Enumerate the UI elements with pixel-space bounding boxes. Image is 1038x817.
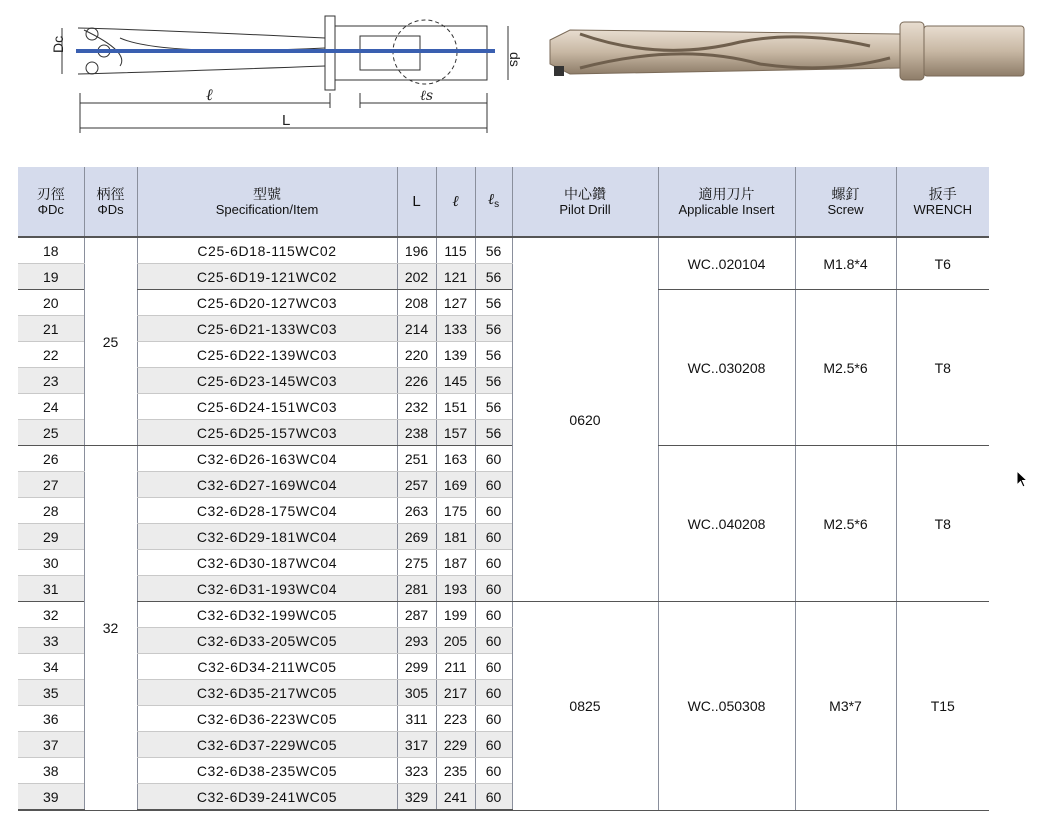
cell-screw: M2.5*6 bbox=[795, 290, 896, 446]
cell-dc: 35 bbox=[18, 680, 84, 706]
cell-spec: C32-6D36-223WC05 bbox=[137, 706, 397, 732]
cell-L: 275 bbox=[397, 550, 436, 576]
cell-L: 281 bbox=[397, 576, 436, 602]
cell-dc: 26 bbox=[18, 446, 84, 472]
table-row bbox=[18, 602, 989, 628]
cell-ls: 60 bbox=[475, 732, 512, 758]
cell-ls: 60 bbox=[475, 680, 512, 706]
cell-ls: 60 bbox=[475, 628, 512, 654]
cell-dc: 22 bbox=[18, 342, 84, 368]
cell-l: 121 bbox=[436, 264, 475, 290]
cell-dc: 24 bbox=[18, 394, 84, 420]
col-header-L: L bbox=[397, 167, 436, 237]
cell-dc: 18 bbox=[18, 237, 84, 264]
cell-dc: 31 bbox=[18, 576, 84, 602]
col-header-wrench: 扳手 WRENCH bbox=[896, 167, 989, 237]
cell-l: 241 bbox=[436, 784, 475, 811]
table-body bbox=[18, 237, 989, 810]
drill-spec-table bbox=[18, 167, 989, 811]
cell-l: 151 bbox=[436, 394, 475, 420]
col-header-dc: 刃徑 ΦDc bbox=[18, 167, 84, 237]
cell-l: 139 bbox=[436, 342, 475, 368]
table-row bbox=[18, 290, 989, 316]
cell-dc: 36 bbox=[18, 706, 84, 732]
cell-screw: M2.5*6 bbox=[795, 446, 896, 602]
cell-L: 311 bbox=[397, 706, 436, 732]
cell-L: 293 bbox=[397, 628, 436, 654]
cell-L: 305 bbox=[397, 680, 436, 706]
cell-L: 238 bbox=[397, 420, 436, 446]
cell-l: 145 bbox=[436, 368, 475, 394]
cell-ls: 60 bbox=[475, 784, 512, 811]
cell-dc: 32 bbox=[18, 602, 84, 628]
cell-dc: 30 bbox=[18, 550, 84, 576]
cell-dc: 20 bbox=[18, 290, 84, 316]
cell-spec: C32-6D27-169WC04 bbox=[137, 472, 397, 498]
ls-dim-label: ℓs bbox=[420, 88, 434, 104]
cell-spec: C25-6D20-127WC03 bbox=[137, 290, 397, 316]
cell-l: 181 bbox=[436, 524, 475, 550]
cell-spec: C32-6D38-235WC05 bbox=[137, 758, 397, 784]
cell-l: 217 bbox=[436, 680, 475, 706]
cell-l: 223 bbox=[436, 706, 475, 732]
drill-product-photo bbox=[540, 12, 1030, 92]
cell-spec: C25-6D24-151WC03 bbox=[137, 394, 397, 420]
cell-l: 115 bbox=[436, 237, 475, 264]
cell-insert: WC..050308 bbox=[658, 602, 795, 811]
cell-ls: 60 bbox=[475, 446, 512, 472]
cell-dc: 29 bbox=[18, 524, 84, 550]
cell-ls: 56 bbox=[475, 342, 512, 368]
cell-spec: C32-6D31-193WC04 bbox=[137, 576, 397, 602]
cell-dc: 38 bbox=[18, 758, 84, 784]
cell-insert: WC..040208 bbox=[658, 446, 795, 602]
cell-ls: 60 bbox=[475, 602, 512, 628]
cell-L: 329 bbox=[397, 784, 436, 811]
cell-shank-dia: 32 bbox=[84, 446, 137, 811]
cell-dc: 19 bbox=[18, 264, 84, 290]
cell-l: 193 bbox=[436, 576, 475, 602]
cell-ls: 56 bbox=[475, 237, 512, 264]
cell-spec: C32-6D33-205WC05 bbox=[137, 628, 397, 654]
cell-L: 196 bbox=[397, 237, 436, 264]
cell-spec: C32-6D35-217WC05 bbox=[137, 680, 397, 706]
cell-dc: 39 bbox=[18, 784, 84, 811]
cell-ls: 60 bbox=[475, 576, 512, 602]
cell-spec: C32-6D37-229WC05 bbox=[137, 732, 397, 758]
cell-spec: C32-6D30-187WC04 bbox=[137, 550, 397, 576]
cell-dc: 23 bbox=[18, 368, 84, 394]
l-dim-label: ℓ bbox=[206, 85, 213, 104]
drill-dimension-drawing bbox=[20, 8, 523, 138]
cell-ls: 60 bbox=[475, 706, 512, 732]
cell-spec: C25-6D18-115WC02 bbox=[137, 237, 397, 264]
cell-dc: 21 bbox=[18, 316, 84, 342]
cell-L: 263 bbox=[397, 498, 436, 524]
cell-ls: 60 bbox=[475, 472, 512, 498]
cell-L: 232 bbox=[397, 394, 436, 420]
cell-spec: C25-6D22-139WC03 bbox=[137, 342, 397, 368]
cell-wrench: T15 bbox=[896, 602, 989, 811]
col-header-insert: 適用刀片 Applicable Insert bbox=[658, 167, 795, 237]
cell-spec: C32-6D26-163WC04 bbox=[137, 446, 397, 472]
cell-shank-dia: 25 bbox=[84, 237, 137, 446]
cell-l: 133 bbox=[436, 316, 475, 342]
mouse-cursor-icon bbox=[1016, 470, 1030, 490]
cell-L: 251 bbox=[397, 446, 436, 472]
table-row bbox=[18, 446, 989, 472]
cell-spec: C32-6D39-241WC05 bbox=[137, 784, 397, 811]
cell-screw: M3*7 bbox=[795, 602, 896, 811]
cell-dc: 34 bbox=[18, 654, 84, 680]
cell-L: 208 bbox=[397, 290, 436, 316]
cell-L: 317 bbox=[397, 732, 436, 758]
cell-dc: 25 bbox=[18, 420, 84, 446]
cell-screw: M1.8*4 bbox=[795, 237, 896, 290]
cell-ls: 56 bbox=[475, 290, 512, 316]
insert-icon bbox=[554, 66, 564, 76]
cell-wrench: T6 bbox=[896, 237, 989, 290]
cell-L: 269 bbox=[397, 524, 436, 550]
cell-wrench: T8 bbox=[896, 290, 989, 446]
cell-spec: C25-6D25-157WC03 bbox=[137, 420, 397, 446]
cell-l: 127 bbox=[436, 290, 475, 316]
ds-dim-label: ds bbox=[507, 52, 523, 67]
cell-L: 323 bbox=[397, 758, 436, 784]
cell-L: 202 bbox=[397, 264, 436, 290]
cell-pilot-drill: 0620 bbox=[512, 237, 658, 602]
cell-ls: 56 bbox=[475, 368, 512, 394]
cell-spec: C32-6D34-211WC05 bbox=[137, 654, 397, 680]
col-header-spec: 型號 Specification/Item bbox=[137, 167, 397, 237]
cell-dc: 27 bbox=[18, 472, 84, 498]
cell-spec: C32-6D32-199WC05 bbox=[137, 602, 397, 628]
cell-l: 211 bbox=[436, 654, 475, 680]
cell-insert: WC..020104 bbox=[658, 237, 795, 290]
cell-spec: C25-6D21-133WC03 bbox=[137, 316, 397, 342]
cell-L: 214 bbox=[397, 316, 436, 342]
cell-l: 175 bbox=[436, 498, 475, 524]
dc-dim-label: Dc bbox=[50, 35, 66, 53]
cell-pilot-drill: 0825 bbox=[512, 602, 658, 811]
cell-spec: C32-6D29-181WC04 bbox=[137, 524, 397, 550]
cell-ls: 60 bbox=[475, 524, 512, 550]
cell-l: 187 bbox=[436, 550, 475, 576]
col-header-ls: ℓ$_s$ bbox=[475, 167, 512, 237]
table-row bbox=[18, 237, 989, 264]
col-header-pilot: 中心鑽 Pilot Drill bbox=[512, 167, 658, 237]
cell-dc: 37 bbox=[18, 732, 84, 758]
cell-L: 220 bbox=[397, 342, 436, 368]
cell-l: 235 bbox=[436, 758, 475, 784]
cell-ls: 56 bbox=[475, 394, 512, 420]
L-dim-label: L bbox=[282, 112, 291, 129]
cell-dc: 28 bbox=[18, 498, 84, 524]
cell-l: 205 bbox=[436, 628, 475, 654]
cell-l: 163 bbox=[436, 446, 475, 472]
col-header-screw: 螺釘 Screw bbox=[795, 167, 896, 237]
cell-ls: 60 bbox=[475, 654, 512, 680]
cell-ls: 60 bbox=[475, 758, 512, 784]
cell-l: 229 bbox=[436, 732, 475, 758]
cell-l: 199 bbox=[436, 602, 475, 628]
cell-l: 157 bbox=[436, 420, 475, 446]
cell-ls: 56 bbox=[475, 420, 512, 446]
cell-spec: C32-6D28-175WC04 bbox=[137, 498, 397, 524]
cell-wrench: T8 bbox=[896, 446, 989, 602]
cell-ls: 56 bbox=[475, 264, 512, 290]
cell-L: 257 bbox=[397, 472, 436, 498]
cell-dc: 33 bbox=[18, 628, 84, 654]
col-header-l: ℓ bbox=[436, 167, 475, 237]
cell-insert: WC..030208 bbox=[658, 290, 795, 446]
col-header-ds: 柄徑 ΦDs bbox=[84, 167, 137, 237]
cell-spec: C25-6D19-121WC02 bbox=[137, 264, 397, 290]
cell-L: 226 bbox=[397, 368, 436, 394]
cell-ls: 60 bbox=[475, 550, 512, 576]
cell-L: 287 bbox=[397, 602, 436, 628]
cell-l: 169 bbox=[436, 472, 475, 498]
cell-spec: C25-6D23-145WC03 bbox=[137, 368, 397, 394]
cell-ls: 56 bbox=[475, 316, 512, 342]
cell-ls: 60 bbox=[475, 498, 512, 524]
cell-L: 299 bbox=[397, 654, 436, 680]
